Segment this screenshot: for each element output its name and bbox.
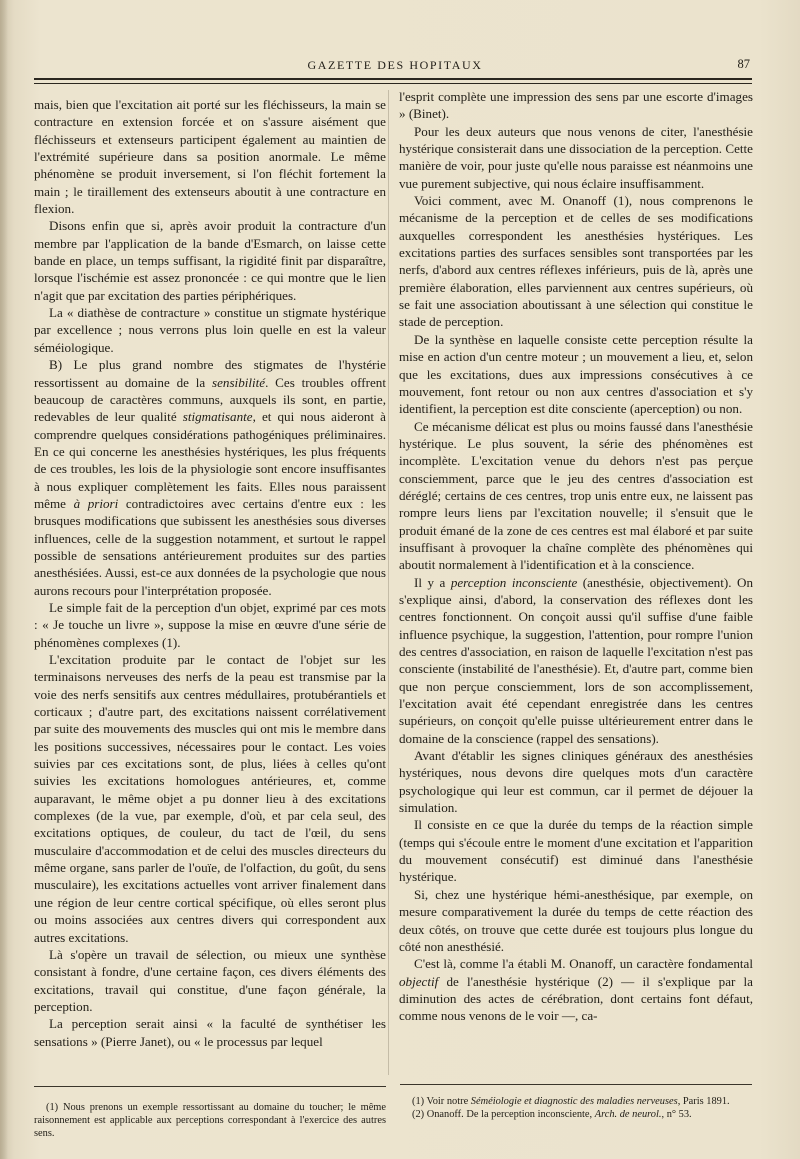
paragraph: Voici comment, avec M. Onanoff (1), nous comprenons le mécanisme de la perception et de celles de ses modifications auxquelles correspondent les anesthésies hystériques. Les excitations parties des surfaces sensibles sont transportées par les nerfs, d'abord aux centres réflexes inférieurs, puis de là, après une première élaboration, elles parviennent aux centres supérieurs, où se fait une association aboutissant à une sélection qui constitue le stade de perception. xyxy=(399,193,753,330)
right-footnotes xyxy=(400,1096,752,1122)
paragraph: Là s'opère un travail de sélection, ou mieux une synthèse consistant à fondre, d'une certaine façon, ces divers éléments des excitations, travail qui constitue, d'une façon générale, la perception. xyxy=(34,946,386,1014)
footnote: (1) Nous prenons un exemple ressortissant au domaine du toucher; le même raisonnement est applicable aux perceptions correspondant à l'exercice des autres sens. xyxy=(34,1102,386,1139)
footnote: (2) Onanoff. De la perception inconsciente, Arch. de neurol., n° 53. xyxy=(412,1108,692,1120)
paragraph: L'excitation produite par le contact de l'objet sur les terminaisons nerveuses des nerfs de la peau est transmise par la voie des nerfs sensitifs aux centres médullaires, protubérantiels et corticaux ; d'autre part, des excitations naissent corrélativement par suite des mouvements des muscles qui ont mis le membre dans les positions successives, nécessaires pour le contact. Les voies suivies par ces excitations sont, de plus, liées à celles qu'ont suivies les excitations homologues antérieures, et, comme auparavant, le même objet a pu donner lieu à des excitations complexes (de la vue, par exemple, d'où, et par cela seul, des excitations optiques, de couleur, du tact de l'œil, du sens musculaire d'accommodation et de celui des muscles directeurs du même organe, sans parler de l'ouïe, de l'olfaction, du goût, du sens musculaire), les excitations actuelles vont arriver finalement dans une région de leur centre cortical spécifique, où elles seront plus ou moins associées aux centres divers qui correspondent aux autres excitations. xyxy=(34,652,386,945)
column-divider xyxy=(388,90,389,1075)
paragraph: Si, chez une hystérique hémi-anesthésique, par exemple, on mesure comparativement la durée du temps de cette réaction des deux côtés, on trouve que cette durée est toujours plus longue du côté non anesthésié. xyxy=(399,886,753,954)
paragraph: mais, bien que l'excitation ait porté sur les fléchisseurs, la main se contracture en extension forcée et on s'assure aisément que fléchisseurs et extenseurs participent également au maintien de l'extrémité supérieure dans sa position anormale. Le même phénomène se produit inversement, si l'on fléchit fortement la main ; le tiraillement des extenseurs aboutit à une contracture en flexion. xyxy=(34,97,386,217)
paragraph: La perception serait ainsi « la faculté de synthétiser les sensations » (Pierre Janet), ou « le processus par lequel xyxy=(34,1016,386,1049)
paragraph: Il consiste en ce que la durée du temps de la réaction simple (temps qui s'écoule entre le moment d'une excitation et l'apparition du mouvement consécutif) est diminué dans l'anesthésie hystérique. xyxy=(399,817,753,885)
paragraph: Ce mécanisme délicat est plus ou moins faussé dans l'anesthésie hystérique. Le plus souvent, la série des phénomènes est incomplète. L'excitation venue du dehors n'est pas perçue consciemment, parce que le jeu des centres d'association est déréglé; certains de ces centres, trop unis entre eux, ne laissent pas rompre leurs liens par l'excitation nouvelle; il s'ensuit que le produit émané de la zone de ces centres est mal élaboré et par suite insuffisant à provoquer la chaîne complète des phénomènes qui aboutit normalement à l'identification et à la conscience. xyxy=(399,418,753,573)
journal-title: GAZETTE DES HOPITAUX xyxy=(307,58,483,72)
paragraph: Avant d'établir les signes cliniques généraux des anesthésies hystériques, nous devons dire quelques mots d'un caractère psychologique qui leur est commun, car il permet de déjouer la simulation. xyxy=(399,748,753,816)
header-rule-thin xyxy=(34,83,752,84)
paragraph: Il y a perception inconsciente (anesthésie, objectivement). On s'explique ainsi, d'abord, la conservation des réflexes dont les centres fonctionnent. On conçoit aussi qu'il suffise d'une faible influence psychique, la suggestion, l'attention, pour rompre l'union des centres d'association, en raison de laquelle l'excitation n'est pas consciente (instabilité de l'anesthésie). Et, d'autre part, comme bien que non perçue consciemment, lors de son accomplissement, l'excitation avait été cependant enregistrée dans les centres supérieurs, on conçoit qu'elle puisse ultérieurement entrer dans le domaine de la conscience (rappel des sensations). xyxy=(399,574,753,746)
paragraph: De la synthèse en laquelle consiste cette perception résulte la mise en action d'un centre moteur ; un mouvement a lieu, et, selon que les excitations, dues aux impressions consécutives à ce mouvement, font retour ou non aux centres d'association et s'y identifient, la perception est dite consciente (aperception) ou non. xyxy=(399,331,753,417)
paragraph: Pour les deux auteurs que nous venons de citer, l'anesthésie hystérique consisterait dans une dissociation de la perception. Cette manière de voir, pour juste qu'elle nous paraisse est néanmoins une vue purement subjective, qui nous éclaire insuffisamment. xyxy=(399,123,753,191)
paragraph: Disons enfin que si, après avoir produit la contracture d'un membre par l'application de la bande d'Esmarch, on laisse cette bande en place, un temps suffisant, la rigidité finit par disparaître, lorsque l'ischémie est assez prononcée : ce qui montre que le lien n'agit que par excitation des parties périphériques. xyxy=(34,218,386,303)
right-column xyxy=(399,88,753,1025)
header-rule-thick xyxy=(34,78,752,80)
left-column xyxy=(34,96,386,1050)
right-footnote-rule xyxy=(400,1084,752,1085)
paragraph: C'est là, comme l'a établi M. Onanoff, un caractère fondamental objectif de l'anesthésie hystérique (2) — il s'explique par la diminution des actes de cérébration, dont certains font défaut, comme nous venons de le voir —, ca- xyxy=(399,956,753,1024)
page-number: 87 xyxy=(737,57,750,71)
left-footnote-rule xyxy=(34,1086,386,1087)
page-edge-shadow xyxy=(0,0,8,1159)
paragraph: Le simple fait de la perception d'un objet, exprimé par ces mots : « Je touche un livre », suppose la mise en œuvre d'une série de phénomènes complexes (1). xyxy=(34,599,386,650)
left-footnotes xyxy=(34,1102,386,1140)
paragraph: B) Le plus grand nombre des stigmates de l'hystérie ressortissent au domaine de la sensibilité. Ces troubles offrent beaucoup de caractères communs, auxquels ils sont, en partie, redevables de leur qualité stigmatisante, et qui nous aideront à comprendre quelques considérations pathogéniques préliminaires. En ce qui concerne les anesthésies hystériques, les plus fréquents de ces troubles, les lois de la physiologie sont encore insuffisantes à nous expliquer complètement les faits. Elles nous paraissent même à priori contradictoires avec certains d'entre eux : les brusques modifications que subissent les anesthésies sous diverses influences, celle de la suggestion notamment, et surtout le rappel possible de sensations antérieurement produites sur des parties anesthésiées. Aussi, est-ce aux données de la psychologie que nous aurons recours pour l'interprétation proposée. xyxy=(34,357,386,598)
paragraph: l'esprit complète une impression des sens par une escorte d'images » (Binet). xyxy=(399,89,753,122)
footnote: (1) Voir notre Séméiologie et diagnostic des maladies nerveuses, Paris 1891. xyxy=(412,1096,730,1107)
running-header xyxy=(34,56,756,76)
paragraph: La « diathèse de contracture » constitue un stigmate hystérique par excellence ; nous verrons plus loin quelle en est la valeur séméiologique. xyxy=(34,305,386,355)
